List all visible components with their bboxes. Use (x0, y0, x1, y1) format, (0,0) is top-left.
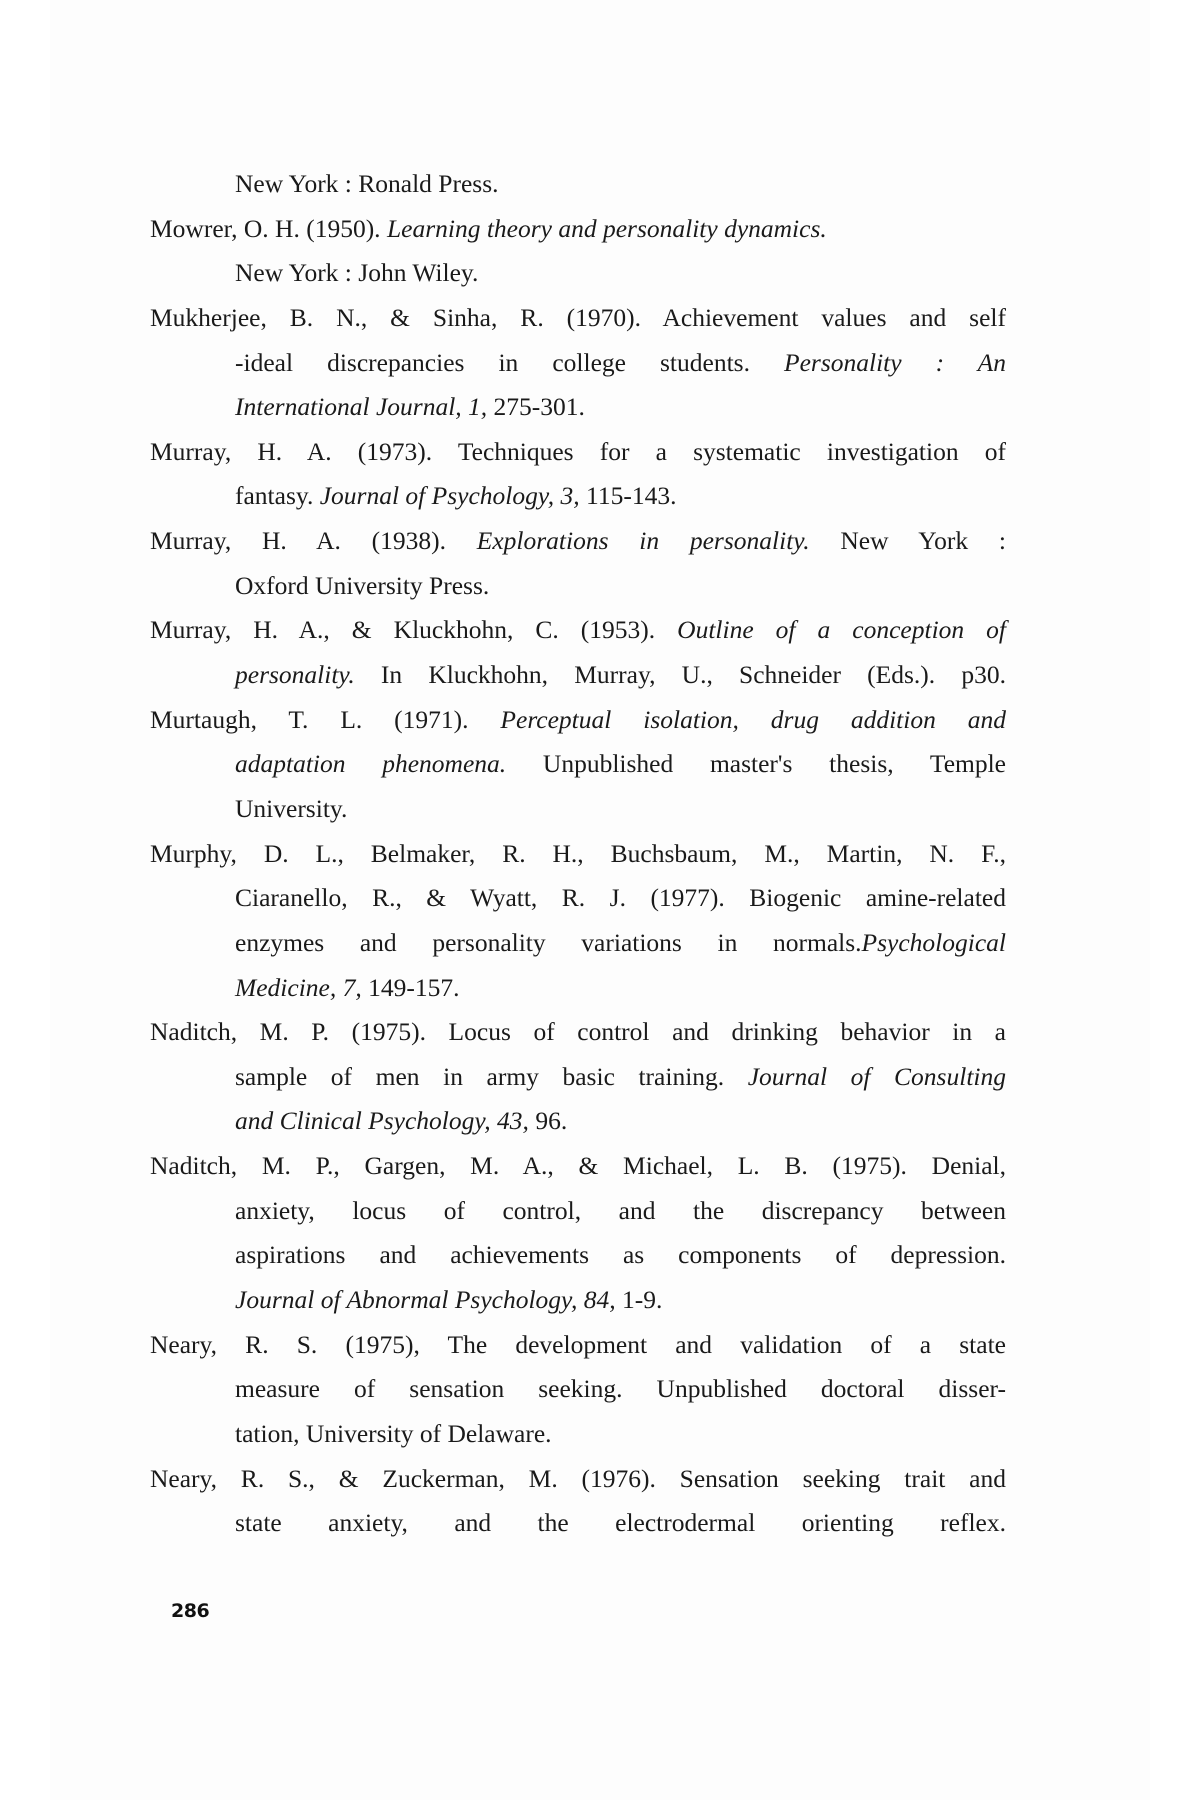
reference-text: Neary, R. S., & Zuckerman, M. (1976). Sensation seeking trait and (150, 1463, 1006, 1493)
reference-first-line (150, 608, 1006, 653)
reference-continuation-line (150, 1099, 1006, 1144)
reference-continuation-line (150, 876, 1006, 921)
reference-entry (150, 430, 1006, 519)
italic-title: Perceptual isolation, drug addition and (500, 704, 1006, 734)
italic-title: International Journal, 1, (235, 392, 488, 422)
reference-list (150, 162, 1006, 1546)
reference-text: Murray, H. A., & Kluckhohn, C. (1953). (150, 615, 678, 645)
reference-text: 275-301. (487, 392, 585, 422)
reference-text: University. (235, 793, 348, 823)
reference-text: -ideal discrepancies in college students. (235, 347, 784, 377)
reference-entry (150, 162, 1006, 207)
italic-title: Personality : An (784, 347, 1006, 377)
reference-first-line (150, 698, 1006, 743)
reference-text: anxiety, locus of control, and the discrepancy between (235, 1195, 1006, 1225)
reference-text: Mukherjee, B. N., & Sinha, R. (1970). Achievement values and self (150, 302, 1006, 332)
page-number: 286 (171, 1600, 210, 1622)
reference-first-line (150, 207, 1006, 252)
reference-text: 149-157. (361, 972, 460, 1002)
reference-continuation-line (150, 564, 1006, 609)
italic-title: Outline of a conception of (677, 615, 1007, 645)
reference-text: Murray, H. A. (1973). Techniques for a systematic investigation of (150, 436, 1006, 466)
reference-entry (150, 1457, 1006, 1546)
reference-first-line (150, 296, 1006, 341)
reference-continuation-line (150, 385, 1006, 430)
italic-title: Journal of Abnormal Psychology, 84, (235, 1285, 616, 1315)
reference-first-line (150, 519, 1006, 564)
reference-first-line (150, 1010, 1006, 1055)
italic-title: Learning theory and personality dynamics. (386, 213, 827, 243)
reference-continuation-line (150, 1189, 1006, 1234)
reference-continuation-line (150, 1055, 1006, 1100)
reference-text: In Kluckhohn, Murray, U., Schneider (Eds.). p30. (354, 660, 1006, 690)
reference-text: tation, University of Delaware. (235, 1418, 552, 1448)
reference-text: enzymes and personality variations in normals. (235, 927, 862, 957)
reference-continuation-line (150, 653, 1006, 698)
reference-entry (150, 1144, 1006, 1323)
reference-continuation-line (150, 1412, 1006, 1457)
reference-entry (150, 832, 1006, 1011)
reference-text: state anxiety, and the electrodermal orienting reflex. (235, 1508, 1006, 1538)
reference-text: Mowrer, O. H. (1950). (150, 213, 387, 243)
reference-text: 115-143. (579, 481, 677, 511)
italic-title: Psychological (861, 927, 1006, 957)
reference-text: 1-9. (615, 1285, 663, 1315)
reference-text: Murray, H. A. (1938). (150, 526, 477, 556)
reference-continuation-line (150, 921, 1006, 966)
reference-text: sample of men in army basic training. (235, 1061, 748, 1091)
italic-title: Medicine, 7, (235, 972, 362, 1002)
reference-text: Oxford University Press. (235, 570, 490, 600)
reference-text: aspirations and achievements as components of depression. (235, 1240, 1006, 1270)
reference-continuation-line (150, 787, 1006, 832)
reference-entry (150, 296, 1006, 430)
reference-first-line (150, 1457, 1006, 1502)
reference-continuation-line (150, 162, 1006, 207)
reference-text: 96. (528, 1106, 568, 1136)
reference-entry (150, 698, 1006, 832)
italic-title: Journal of Consulting (747, 1061, 1006, 1091)
reference-text: Murtaugh, T. L. (1971). (150, 704, 501, 734)
reference-entry (150, 1010, 1006, 1144)
reference-continuation-line (150, 742, 1006, 787)
reference-entry (150, 519, 1006, 608)
reference-continuation-line (150, 966, 1006, 1011)
reference-continuation-line (150, 1367, 1006, 1412)
reference-text: New York : (809, 526, 1006, 556)
reference-continuation-line (150, 1501, 1006, 1546)
reference-entry (150, 608, 1006, 697)
reference-text: Naditch, M. P., Gargen, M. A., & Michael, L. B. (1975). Denial, (150, 1151, 1006, 1181)
reference-continuation-line (150, 474, 1006, 519)
reference-first-line (150, 430, 1006, 475)
reference-text: Murphy, D. L., Belmaker, R. H., Buchsbaum, M., Martin, N. F., (150, 838, 1006, 868)
reference-first-line (150, 832, 1006, 877)
reference-continuation-line (150, 1278, 1006, 1323)
reference-text: Naditch, M. P. (1975). Locus of control and drinking behavior in a (150, 1017, 1006, 1047)
reference-continuation-line (150, 341, 1006, 386)
reference-first-line (150, 1144, 1006, 1189)
italic-title: adaptation phenomena. (235, 749, 507, 779)
reference-continuation-line (150, 251, 1006, 296)
reference-entry (150, 207, 1006, 296)
italic-title: and Clinical Psychology, 43, (235, 1106, 529, 1136)
reference-text: fantasy. (235, 481, 320, 511)
reference-text: Neary, R. S. (1975), The development and validation of a state (150, 1329, 1006, 1359)
reference-text: Ciaranello, R., & Wyatt, R. J. (1977). Biogenic amine-related (235, 883, 1006, 913)
italic-title: personality. (235, 660, 355, 690)
reference-text: Unpublished master's thesis, Temple (506, 749, 1007, 779)
reference-continuation-line (150, 1233, 1006, 1278)
reference-text: New York : Ronald Press. (235, 169, 499, 198)
reference-text: measure of sensation seeking. Unpublished doctoral disser- (235, 1374, 1006, 1404)
italic-title: Journal of Psychology, 3, (319, 481, 580, 511)
reference-first-line (150, 1323, 1006, 1368)
reference-text: New York : John Wiley. (235, 258, 479, 288)
reference-entry (150, 1323, 1006, 1457)
italic-title: Explorations in personality. (476, 526, 810, 556)
